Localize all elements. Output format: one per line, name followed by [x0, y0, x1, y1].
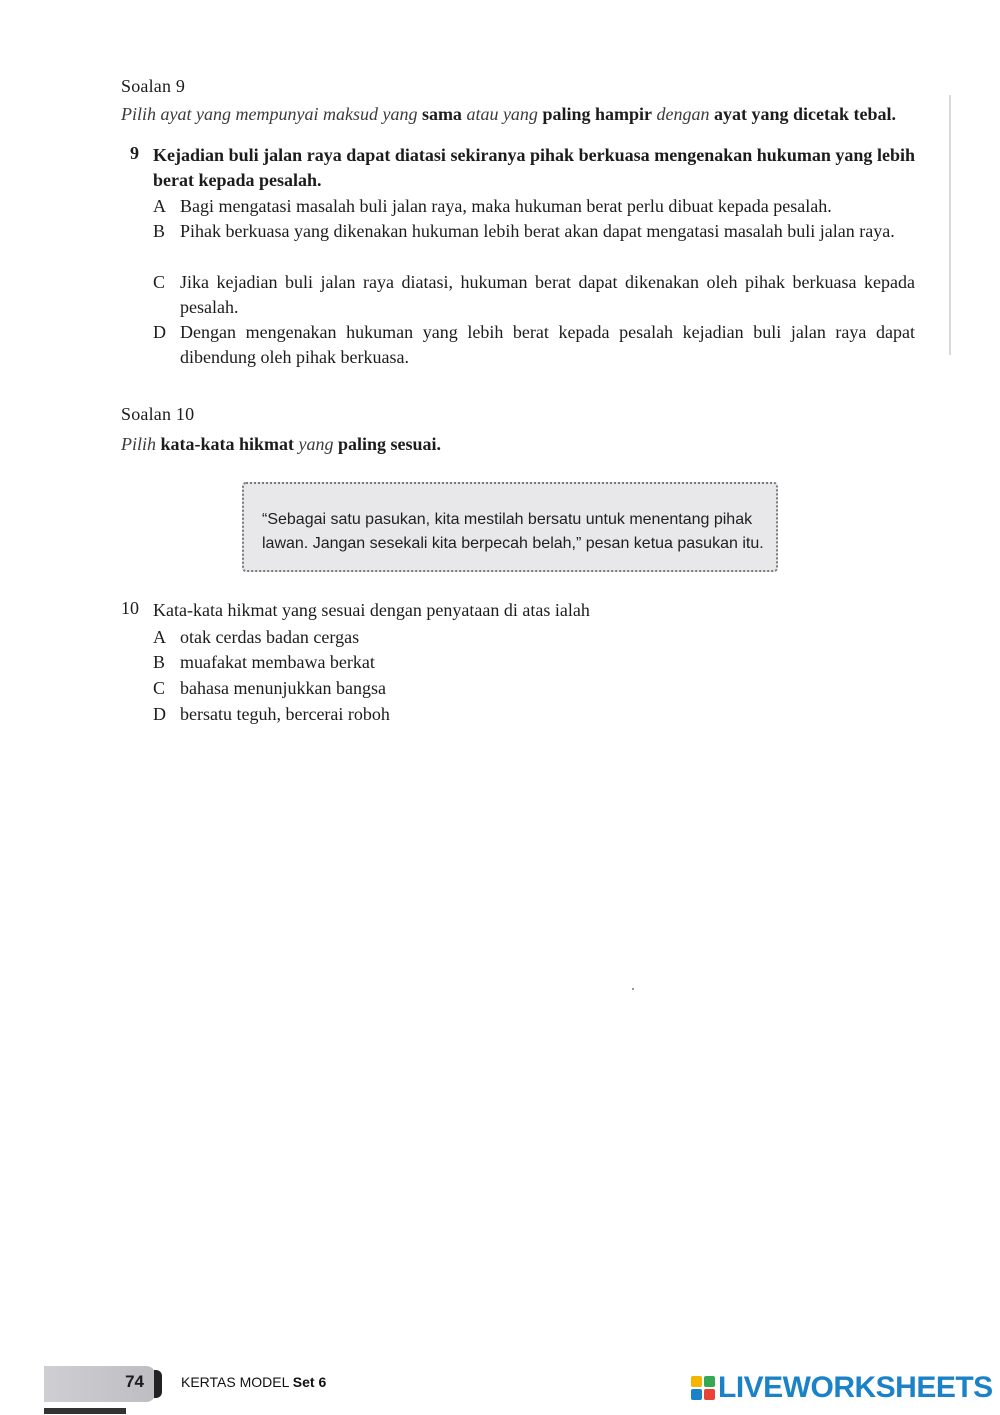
logo-square-icon: [691, 1376, 702, 1387]
option-text: bersatu teguh, bercerai roboh: [180, 704, 390, 724]
liveworksheets-icon: [691, 1376, 715, 1400]
option-letter: B: [153, 221, 166, 241]
question-9-number: 9: [130, 143, 139, 163]
instr10-part3: yang: [298, 434, 334, 454]
instr9-part5: dengan: [656, 104, 710, 124]
question-10-option-a[interactable]: [153, 625, 915, 650]
option-text: bahasa menunjukkan bangsa: [180, 678, 386, 698]
footer-label-prefix: KERTAS MODEL: [181, 1374, 289, 1390]
question-10-number: 10: [121, 598, 139, 618]
option-letter: D: [153, 704, 166, 724]
logo-square-icon: [691, 1389, 702, 1400]
logo-square-icon: [704, 1376, 715, 1387]
option-text: Jika kejadian buli jalan raya diatasi, hukuman berat dapat dikenakan oleh pihak berkuasa kepada pesalah.: [180, 272, 915, 317]
liveworksheets-wordmark: LIVEWORKSHEETS: [718, 1371, 993, 1404]
scan-speck: [632, 988, 634, 990]
liveworksheets-logo[interactable]: [691, 1372, 993, 1404]
instr9-part6: ayat yang dicetak tebal.: [713, 104, 896, 124]
option-text: Bagi mengatasi masalah buli jalan raya, maka hukuman berat perlu dibuat kepada pesalah.: [180, 196, 832, 216]
option-text: muafakat membawa berkat: [180, 652, 375, 672]
instr10-part4: paling sesuai.: [338, 434, 442, 454]
option-letter: D: [153, 322, 166, 342]
section-10-title: Soalan 10: [121, 404, 195, 424]
question-10-option-c[interactable]: [153, 676, 915, 701]
option-letter: A: [153, 627, 166, 647]
question-9-stem: Kejadian buli jalan raya dapat diatasi sekiranya pihak berkuasa mengenakan hukuman yang lebih berat kepada pesalah.: [153, 145, 915, 190]
question-9-option-b[interactable]: [153, 219, 915, 244]
question-10-stem: Kata-kata hikmat yang sesuai dengan penyataan di atas ialah: [153, 600, 590, 620]
footer-label: [181, 1374, 326, 1390]
option-letter: B: [153, 652, 166, 672]
instr9-part1: Pilih ayat yang mempunyai maksud yang: [121, 104, 418, 124]
logo-square-icon: [704, 1389, 715, 1400]
page-number: 74: [125, 1372, 144, 1391]
section-9-title: Soalan 9: [121, 76, 186, 96]
footer-bar: [44, 1408, 126, 1414]
question-10-option-b[interactable]: [153, 650, 915, 675]
footer-label-set: Set 6: [292, 1374, 327, 1390]
question-9-option-a[interactable]: [153, 194, 915, 219]
instr10-part1: Pilih: [121, 434, 156, 454]
question-9-option-c[interactable]: [153, 270, 915, 320]
option-text: otak cerdas badan cergas: [180, 627, 360, 647]
option-letter: C: [153, 272, 166, 292]
instr9-part2: sama: [421, 104, 462, 124]
instr9-part4: paling hampir: [542, 104, 652, 124]
section-10-instruction: [121, 434, 441, 455]
section-9-instruction: [121, 104, 896, 125]
option-text: Pihak berkuasa yang dikenakan hukuman lebih berat akan dapat mengatasi masalah buli jalan raya.: [180, 221, 895, 241]
instr10-part2: kata-kata hikmat: [160, 434, 295, 454]
question-9-option-d[interactable]: [153, 320, 915, 370]
option-letter: C: [153, 678, 166, 698]
question-10-option-d[interactable]: [153, 702, 915, 727]
quote-text: “Sebagai satu pasukan, kita mestilah bersatu untuk menentang pihak lawan. Jangan sesekali kita berpecah belah,” pesan ketua pasukan itu.: [262, 511, 764, 552]
instr9-part3: atau yang: [466, 104, 538, 124]
option-text: Dengan mengenakan hukuman yang lebih berat kepada pesalah kejadian buli jalan raya dapat dibendung oleh pihak berkuasa.: [180, 322, 915, 367]
quote-box: [242, 482, 778, 572]
option-letter: A: [153, 196, 166, 216]
margin-rule: [949, 95, 951, 355]
